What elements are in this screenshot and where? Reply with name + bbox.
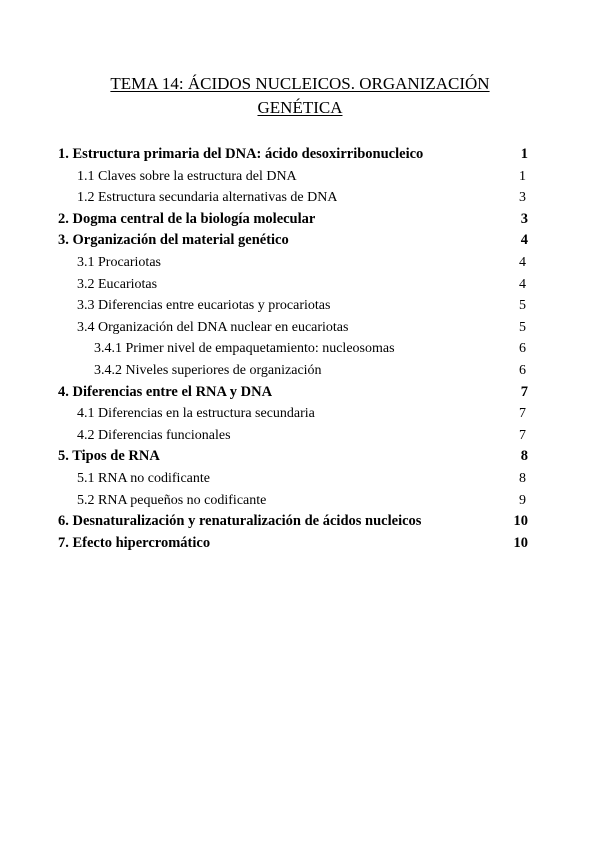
toc-entry-label: 3.1 Procariotas: [77, 254, 161, 270]
toc-entry-page-number: 3: [520, 210, 528, 227]
toc-entry[interactable]: [58, 187, 528, 209]
toc-entry[interactable]: [58, 382, 528, 404]
toc-entry[interactable]: [58, 209, 528, 231]
toc-entry-label: 3. Organización del material genético: [58, 232, 289, 249]
toc-entry-label: 3.4.2 Niveles superiores de organización: [94, 362, 322, 378]
toc-entry-page-number: 3: [519, 190, 526, 206]
toc-entry[interactable]: [58, 511, 528, 533]
toc-entry-label: 1.1 Claves sobre la estructura del DNA: [77, 168, 297, 184]
toc-entry[interactable]: [58, 252, 528, 274]
toc-entry-label: 6. Desnaturalización y renaturalización de ácidos nucleicos: [58, 513, 422, 530]
toc-entry[interactable]: [58, 295, 528, 317]
toc-entry-page-number: 4: [520, 232, 528, 249]
toc-entry[interactable]: [58, 468, 528, 490]
toc-entry-label: 5. Tipos de RNA: [58, 448, 160, 465]
toc-entry[interactable]: [58, 425, 528, 447]
toc-entry-label: 1. Estructura primaria del DNA: ácido desoxirribonucleico: [58, 146, 424, 162]
document-title-line-2: GENÉTICA: [257, 98, 343, 117]
toc-entry-page-number: 7: [519, 427, 526, 443]
toc-entry-label: 7. Efecto hipercromático: [58, 534, 211, 551]
toc-entry-page-number: 8: [520, 448, 528, 465]
toc-entry[interactable]: [58, 338, 528, 360]
toc-entry[interactable]: [58, 446, 528, 468]
toc-entry-page-number: 9: [519, 492, 526, 508]
toc-entry[interactable]: [58, 403, 528, 425]
toc-entry-page-number: 5: [519, 319, 526, 335]
toc-entry-label: 4.2 Diferencias funcionales: [77, 427, 231, 443]
document-title-line-1: TEMA 14: ÁCIDOS NUCLEICOS. ORGANIZACIÓN: [110, 74, 490, 93]
toc-entry-label: 4. Diferencias entre el RNA y DNA: [58, 383, 273, 400]
toc-entry-page-number: 10: [513, 534, 528, 551]
toc-entry-label: 3.2 Eucariotas: [77, 276, 158, 292]
toc-entry-label: 3.4 Organización del DNA nuclear en eucariotas: [77, 319, 349, 335]
toc-entry-page-number: 7: [519, 406, 526, 422]
toc-entry-label: 5.1 RNA no codificante: [77, 470, 210, 486]
toc-entry-label: 3.4.1 Primer nivel de empaquetamiento: nucleosomas: [94, 341, 395, 357]
toc-entry[interactable]: [58, 533, 528, 555]
toc-entry-page-number: 6: [519, 362, 526, 378]
toc-entry-page-number: 5: [519, 298, 526, 314]
table-of-contents: [58, 144, 528, 554]
toc-entry-label: 3.3 Diferencias entre eucariotas y procariotas: [77, 298, 331, 314]
toc-entry-page-number: 10: [513, 513, 528, 530]
toc-entry[interactable]: [58, 317, 528, 339]
toc-entry-page-number: 7: [520, 383, 528, 400]
toc-entry[interactable]: [58, 230, 528, 252]
toc-entry-label: 4.1 Diferencias en la estructura secundaria: [77, 406, 315, 422]
toc-entry[interactable]: [58, 360, 528, 382]
toc-entry-label: 2. Dogma central de la biología molecular: [58, 210, 316, 227]
toc-entry-page-number: 8: [519, 470, 526, 486]
toc-entry-page-number: 1: [519, 168, 526, 184]
toc-entry[interactable]: [58, 490, 528, 512]
toc-entry[interactable]: [58, 166, 528, 188]
toc-entry-label: 1.2 Estructura secundaria alternativas de DNA: [77, 190, 338, 206]
toc-entry[interactable]: [58, 274, 528, 296]
toc-entry-page-number: 4: [519, 276, 526, 292]
toc-entry-page-number: 6: [519, 341, 526, 357]
toc-entry-page-number: 4: [519, 254, 526, 270]
document-title: [70, 72, 530, 120]
toc-entry[interactable]: [58, 144, 528, 166]
toc-entry-page-number: 1: [520, 146, 528, 162]
toc-entry-label: 5.2 RNA pequeños no codificante: [77, 492, 267, 508]
